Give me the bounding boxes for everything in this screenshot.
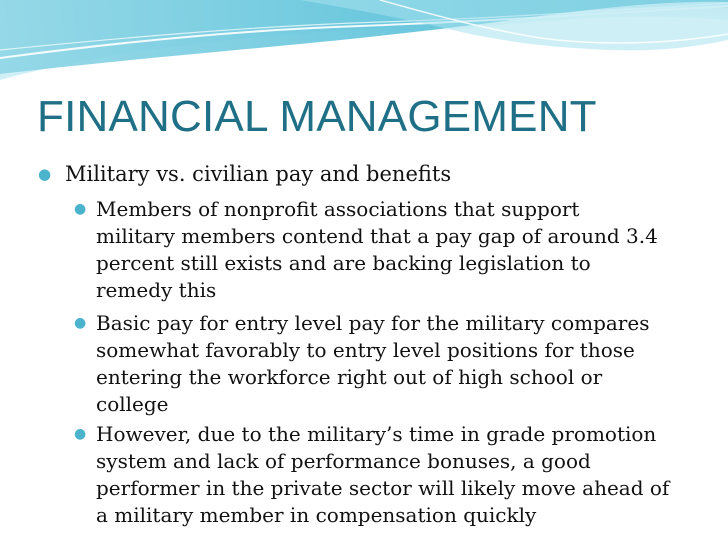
header-wave-decoration bbox=[0, 0, 728, 90]
sub-bullet-text: However, due to the military’s time in grade promotion system and lack of performance bonuses, a good performer in the private sector will likely move ahead of a military member in compensation quickly bbox=[96, 422, 670, 527]
round-bullet-icon: ● bbox=[74, 315, 87, 331]
sub-bullet-text: Members of nonprofit associations that support military members contend that a pay gap of around 3.4 percent still exists and are backing legislation to remedy this bbox=[96, 197, 658, 302]
round-bullet-icon: ● bbox=[74, 426, 87, 442]
sub-bullet-text: Basic pay for entry level pay for the military compares somewhat favorably to entry level positions for those entering the workforce right out of high school or college bbox=[96, 311, 650, 416]
round-bullet-icon: ● bbox=[74, 201, 87, 217]
bullet-text: Military vs. civilian pay and benefits bbox=[65, 162, 452, 186]
slide-title: FINANCIAL MANAGEMENT bbox=[37, 92, 597, 141]
round-bullet-icon: ● bbox=[38, 165, 52, 183]
